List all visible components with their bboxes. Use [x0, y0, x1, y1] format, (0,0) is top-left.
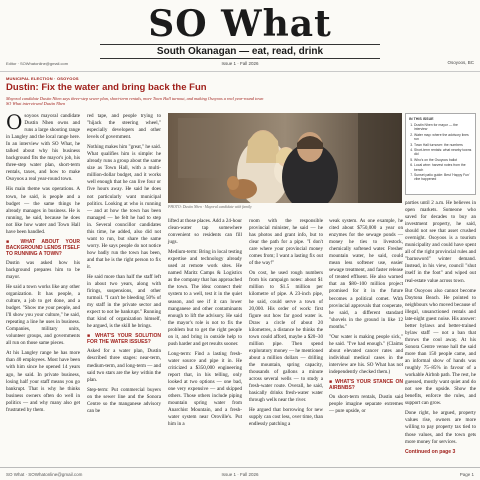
paragraph-text: soyoos mayoral candidate Dustin Nhen owns and runs a large shooting range in Langley and the local range here. In an interview with SO What, he talked about why his business background fits the mayor's job, his three-step water plan, short-term rentals, taxes, and how to make Osoyoos a real year-round town. — [6, 113, 80, 183]
subhead-text: WHAT'S YOUR STANCE ON AIRBNBS? — [329, 379, 403, 392]
article-deck — [6, 96, 386, 107]
masthead — [0, 0, 480, 72]
masthead-subtitle: South Okanagan — eat, read, drink — [100, 44, 380, 59]
paragraph: Done right, he argued, property values rise, owners are more willing to pay property tax tied to those values, and the town gets more money for services. — [405, 410, 476, 445]
sidebar-title: IN THIS ISSUE — [409, 117, 434, 121]
byline: SO What interviewed Dustin Nhen — [6, 101, 66, 107]
paragraph: But Osoyoos also cannot become Daytona Beach. He pointed to neighbours who moved because of illegal, unsanctioned rentals and late-night guest noise. His answer: better bylaws and better-trained bylaw staff — not a ban that throws the cool away. At his Sonora Centre venue hall the said more than 150 people came, and an informal show of hands was roughly 75–85% in favour of a workable Airbnb path. The rest, he guessed, mostly want quiet and do not see the upside. Show the benefits, enforce the rules, and support can grow. — [405, 287, 476, 407]
article-column-6 — [405, 200, 476, 459]
paragraph: room with the responsible provincial minister, he said — he has photos and grant info, but to clear the path for a pipe. "I don't care where your provincial money comes from; I want a lasting fix out of the way!" — [249, 218, 323, 267]
paragraph: He said a town works like any other organization. It has people, a culture, a job to get done, and a budget. "Show me your people, and I'll show you your culture," he said, repeating a line he uses in business. Companies, military units, volunteer groups, and governments all run on those same pieces. — [6, 283, 80, 347]
section-label: MUNICIPAL ELECTION · OSOYOOS — [6, 76, 79, 81]
sidebar-list — [409, 123, 472, 182]
drop-cap: O — [6, 110, 23, 134]
paragraph: parties until 2 a.m. He believes in open markets. Someone who saved for decades to buy an investment property, he said, should not see that asset crushed overnight. Osoyoos is a tourism municipality and could have spent all of the right provincial rules and "barnsword" winter demand. Instead, in his view, council "shut itself in the foot" and wiped out real-estate value across town. — [405, 200, 476, 284]
footer-contact: SO What · SOWhatonline@gmail.com — [6, 472, 83, 477]
paragraph: He argued that borrowing for new supply can cost less, over time, than endlessly patching a — [249, 407, 323, 428]
paragraph: Dustin was asked how his background prepares him to be mayor. — [6, 259, 80, 280]
paragraph: Nothing makes him "great," he said. What qualifies him is simple: he already runs a group about the same size as Town Hall, with a multi-million-dollar budget, and it works well enough that he can live four or five hours away. He said he does not particularly want municipal politics. Looking at who is running — and at how the town has been managed — he felt he had to step in. Several councillor candidates this time, he added, also did not want to run, but share the same worry. He says people do not notice how badly run the town has been, and that he is the right person to fix it. — [87, 144, 161, 270]
sidebar-item: 3. Town Hall turnover: the numbers — [414, 143, 472, 147]
paragraph: weak system. As one example, he cited about $750,000 a year on enzymes for the sewage ponds — money he ties to livestock, chemically softened water. Fresher mountain water, he said, could mean less softener use, easier sewage treatment, and faster release of treated effluent. He also warned that an $80–100 million project promised for it in the future becomes a political comet. With provincial approvals that cooperate, he said, a different standard "shovels in the ground in like 12 months." — [329, 218, 403, 330]
sidebar-item: 1. Dustin Nhen for mayor — the interview — [414, 123, 472, 132]
paragraph: On short-term rentals, Dustin said people imagine separate extremes — pure upside, or — [329, 394, 403, 415]
footer-issue: Issue 1 · Fall 2026 — [221, 472, 259, 477]
continued-link[interactable]: Continued on page 3 — [405, 448, 456, 455]
sidebar-item: 7. Sunset patio guide: Best 'Happy Fun' vibe happened — [414, 173, 472, 182]
masthead-issue: Issue 1 · Fall 2026 — [221, 61, 259, 66]
page-footer — [0, 467, 480, 480]
paragraph: Step-term: Put commercial buyers on the sewer line and the Sonora Centre so the manganese advisory can be — [87, 386, 161, 414]
photo-caption: PHOTO: Dustin Nhen · Mayoral candidate with family — [168, 205, 252, 209]
in-this-issue-box — [405, 113, 476, 195]
family-photo — [168, 113, 402, 203]
photo-illustration — [168, 113, 402, 203]
paragraph: Asked for a water plan, Dustin described three stages: near-term, medium-term, and long-term — and said two stars are the key within the plan. — [87, 348, 161, 383]
paragraph: On cost, he used rough numbers from his campaign notes: about $1 million to $1.5 million per kilometre of pipe. A 23-inch pipe, he said, could serve a town of 20,000. His order of work: first figure out how far good water is. Draw a circle of about 20 kilometres, a distance he thinks the town could afford, maybe a $20–30 million pipe. Then spend exploratory money — he mentioned about a million dollars — drilling the mountain, spring capacity, thousands of gallons a minute across several wells — to study a fresh-water route. Overall, he said, basically drinks fresh-water water through wells near the river. — [249, 270, 323, 404]
sidebar-item: 5. Who's on the Osoyoos ballot — [414, 158, 472, 162]
masthead-title: SO What — [148, 3, 332, 45]
paragraph: He said more than half the staff left in about two years, along with firings, suspensions, and other turmoil. "I can't be bleeding 50% of my staff in the private sector and expect to not be bankrupt." Running that kind of organization himself, he argued, is the skill he brings. — [87, 274, 161, 330]
sidebar-item: 4. Short-term rentals: what nearby towns did — [414, 148, 472, 157]
sidebar-item: 2. Water map: where the advisory lines run — [414, 133, 472, 142]
article-column-3 — [168, 218, 242, 431]
article-column-2 — [87, 113, 161, 418]
paragraph: "Our water is making people sick," he said. "I've had enough." (Claims about elevated cancer rates and individual medical cases in the interview are his. SO What has not independently checked them.) — [329, 333, 403, 375]
page-number: Page 1 — [459, 472, 474, 477]
paragraph: At his Langley range he has more than 40 employees. Most have been with him since he opened 14 years ago, he said. In private business, losing half your staff means you go bankrupt. That is why he thinks business owners often do well in politics — and why many also get frustrated by them. — [6, 350, 80, 413]
article-column-4 — [249, 218, 323, 431]
paragraph — [6, 110, 80, 183]
paragraph: Medium-term: Bring in local testing expertise and technology already used at remote work sites. He named Maritz Camps & Logistics as the company that has approached the town. The idea: connect their system to a well, test it in the quiet season, and see if it can lower manganese and other contaminants enough to lift the advisory. He said the mayor's role is not to fix the problem but to get the right people on it, and bring in outside help to push harder and get results sooner. — [168, 249, 242, 347]
article-column-1 — [6, 110, 80, 417]
deck-text: Mayoral candidate Dustin Nhen says three-step sewer plan, short-term rentals, more Town Hall turnout, and making Osoyoos a real year-round town — [6, 96, 264, 101]
masthead-contact: Editor · SOWhatonline@gmail.com — [6, 61, 69, 66]
subhead-water: ■ WHAT'S YOUR SOLUTION FOR THE WATER ISSUES? — [87, 333, 161, 346]
paragraph: red tape, and people trying to "hijack the steering wheel," especially developers and other levels of government. — [87, 113, 161, 141]
article-headline: Dustin: Fix the water and bring back the Fun — [6, 82, 207, 93]
subhead-text: WHAT'S YOUR SOLUTION FOR THE WATER ISSUES? — [87, 333, 161, 346]
masthead-location: Osoyoos, BC — [447, 60, 474, 65]
subhead-background: ■ WHAT ABOUT YOUR BACKGROUND LENDS ITSELF TO RUNNING A TOWN? — [6, 238, 80, 257]
subhead-text: WHAT ABOUT YOUR BACKGROUND LENDS ITSELF TO RUNNING A TOWN? — [6, 238, 80, 257]
paragraph: His main theme was operations. A town, he said, is people and a budget — the same things he already manages in business. He is running, he said, because he does not like how water and Town Hall have been handled. — [6, 186, 80, 235]
paragraph: lifted at those places. Add a 24-hour clean-water tap somewhere convenient so residents can fill jugs. — [168, 218, 242, 246]
paragraph: Long-term: Find a lasting fresh-water source and pipe it in. He criticized a $350,000 engineering report that, in his telling, only looked at two options — one bad, one very expensive — and skipped others. Those others include piping mountain spring water from Anarchist Mountain, and a fresh-water system near Oroville's. Put him in a — [168, 350, 242, 428]
sidebar-item: 6. Local wine: harvest notes from the bench — [414, 163, 472, 172]
subhead-airbnb: ■ WHAT'S YOUR STANCE ON AIRBNBS? — [329, 379, 403, 392]
article-column-5 — [329, 218, 403, 418]
